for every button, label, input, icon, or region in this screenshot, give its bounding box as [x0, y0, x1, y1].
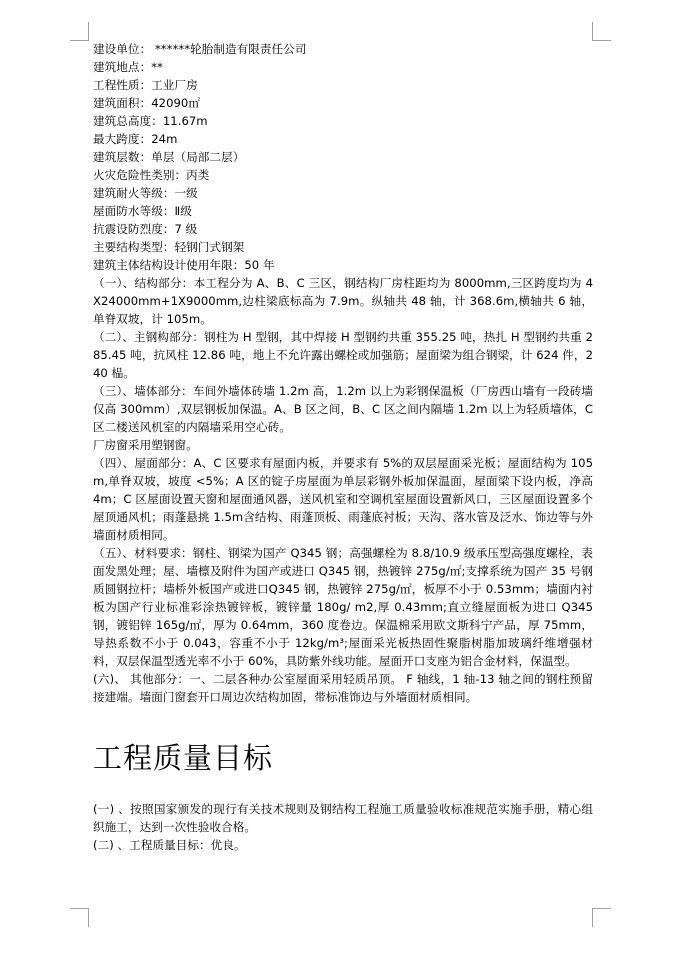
info-line-fire-rating: 建筑耐火等级：一级: [93, 186, 198, 200]
section-walls: （三）、墙体部分：车间外墙体砖墙 1.2m 高，1.2m 以上为彩钢保温板（厂房西山墙有一段砖墙仅高 300mm）,双层钢板加保温。A、B 区之间，B、C 区之间内隔墙 1.2m 以上为轻质墙体，C 区二楼送风机室的内隔墙采用空心砖。: [93, 384, 593, 434]
info-line-floors: 建筑层数：单层（局部二层）: [93, 150, 245, 164]
info-line-roof-waterproof: 屋面防水等级：Ⅱ级: [93, 204, 192, 218]
info-line-seismic: 抗震设防烈度：7 级: [93, 222, 198, 236]
info-line-nature: 工程性质：工业厂房: [93, 78, 198, 92]
section-structure: （一）、结构部分：本工程分为 A、B、C 三区，钢结构厂房柱距均为 8000mm,三区跨度均为 4X24000mm+1X9000mm,边柱梁底标高为 7.9m。纵轴共 48 轴，计 368.6m,横轴共 6 轴，单脊双坡，计 105m。: [93, 276, 593, 326]
section-main-steel: （二）、主钢构部分：钢柱为 H 型钢，其中焊接 H 型钢约共重 355.25 吨，热扎 H 型钢约共重 285.45 吨，抗风柱 12.86 吨，地上不允许露出螺栓或加强筋；屋面梁为组合钢梁，计 624 件，240 榀。: [93, 330, 593, 380]
quality-goal-item: (二) 、工程质量目标：优良。: [93, 838, 246, 852]
crop-mark-top-left: [70, 22, 89, 41]
info-line-location: 建筑地点：**: [93, 60, 163, 74]
section-windows: 厂房窗采用塑钢窗。: [93, 438, 198, 452]
section-materials: （五）、材料要求：钢柱、钢梁为国产 Q345 钢；高强螺栓为 8.8/10.9 级承压型高强度螺栓，表面发黑处理；屋、墙檩及附件为国产或进口 Q345 钢，热镀锌 275g/㎡;支撑系统为国产 35 号钢质圆钢拉杆；墙桥外板国产或进口Q345 钢，热镀锌 275g/㎡，板厚不小于 0.53mm；墙面内衬板为国产行业标准彩涂热镀锌板，镀锌量 180g/ m2,厚 0.43mm;直立缝屋面板为进口 Q345 钢，镀铝锌 165g/㎡，厚为 0.64mm，360 度卷边。保温棉采用欧文斯科宁产品，厚 75mm，导热系数不小于 0.043，容重不小于 12kg/m³;屋面采光板热固性聚脂树脂加玻璃纤维增强材料，双层保温型透光率不小于 60%，具防紫外线功能。屋面开口支座为铝合金材料，保温型。: [93, 546, 593, 668]
section-roof: （四）、屋面部分：A、C 区要求有屋面内板，并要求有 5%的双层屋面采光板；屋面结构为 105m,单脊双坡，坡度 <5%；A 区的锭子房屋面为单层彩钢外板加保温面，屋面梁下设内板，净高 4m；C 区屋面设置天窗和屋面通风器，送风机室和空调机室屋面设置新风口，三区屋面设置多个屋顶通风机；雨蓬悬挑 1.5m含结构、雨蓬顶板、雨蓬底衬板；天沟、落水管及泛水、饰边等与外墙面材质相同。: [93, 456, 593, 542]
info-line-builder: 建设单位： ******轮胎制造有限责任公司: [93, 42, 307, 56]
document-body: [93, 40, 593, 854]
info-line-height: 建筑总高度：11.67m: [93, 114, 208, 128]
quality-goal-heading: 工程质量目标: [93, 741, 274, 775]
structure-sections: [93, 274, 593, 706]
info-line-span: 最大跨度：24m: [93, 132, 178, 146]
crop-mark-bottom-left: [70, 908, 89, 927]
section-other: (六)、 其他部分：一、二层各种办公室屋面采用轻质吊顶。 F 轴线，1 轴-13 轴之间的钢柱预留接建端。墙面门窗套开口周边次结构加固，带标准饰边与外墙面材质相同。: [93, 672, 593, 704]
crop-mark-bottom-right: [592, 908, 611, 927]
info-line-fire-category: 火灾危险性类别：丙类: [93, 168, 210, 182]
quality-goals: [93, 800, 593, 854]
quality-goal-item: (一) 、按照国家颁发的现行有关技术规则及钢结构工程施工质量验收标准规范实施手册，精心组织施工，达到一次性验收合格。: [93, 802, 593, 834]
info-line-design-life: 建筑主体结构设计使用年限：50 年: [93, 258, 275, 272]
info-line-structure-type: 主要结构类型：轻钢门式钢架: [93, 240, 245, 254]
info-line-area: 建筑面积：42090㎡: [93, 96, 200, 110]
crop-mark-top-right: [592, 22, 611, 41]
project-info: [93, 40, 593, 274]
